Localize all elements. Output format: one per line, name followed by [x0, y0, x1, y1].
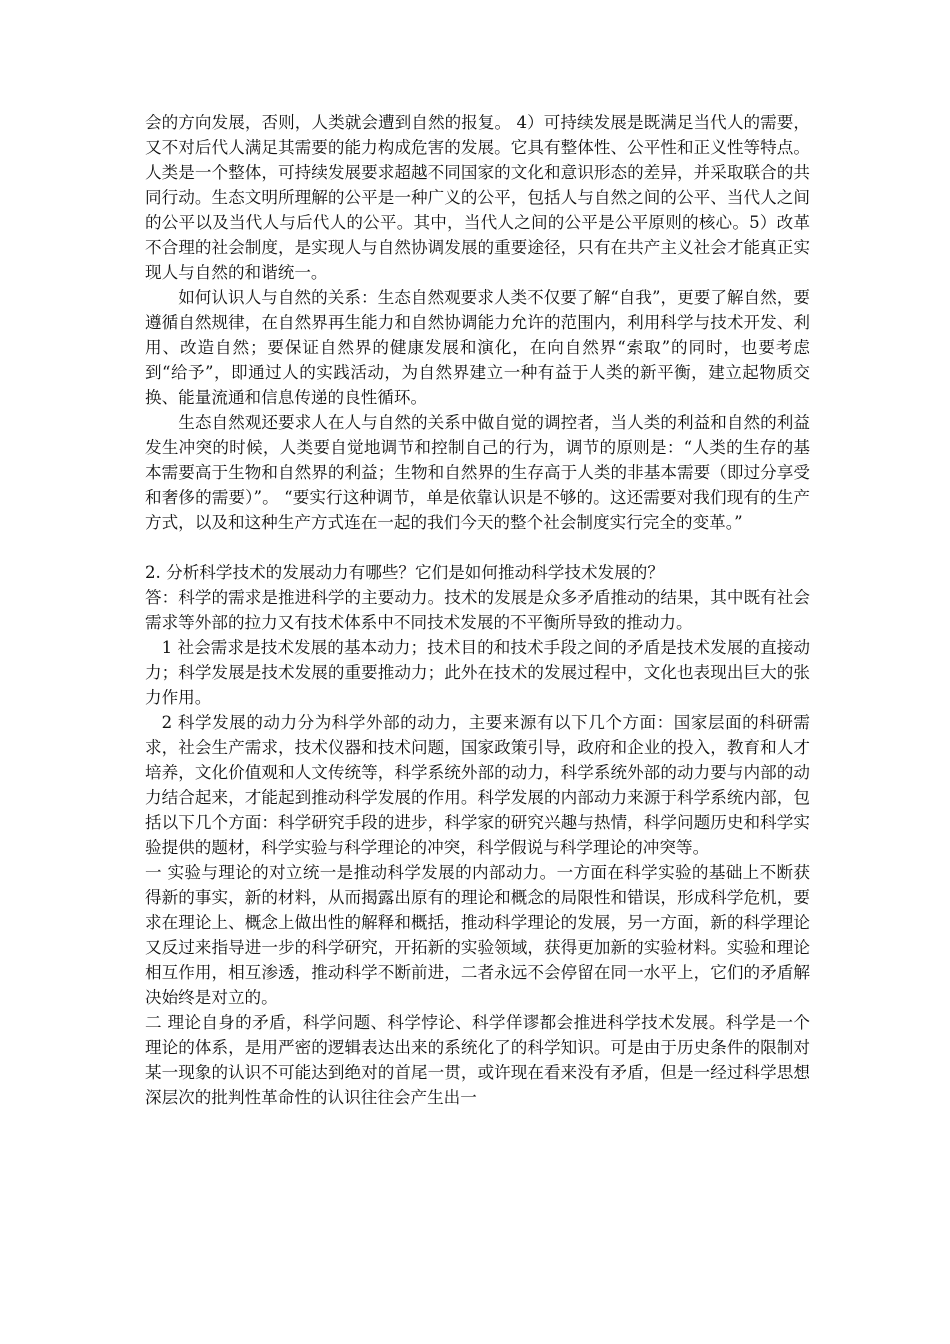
- paragraph-sustainable-development: 会的方向发展，否则，人类就会遭到自然的报复。 4）可持续发展是既满足当代人的需要，又不对后代人满足其需要的能力构成危害的发展。它具有整体性、公平性和正义性等特点。人类是一个整体，可持续发展要求超越不同国家的文化和意识形态的差异，并采取联合的共同行动。生态文明所理解的公平是一种广义的公平，包括人与自然之间的公平、当代人之间的公平以及当代人与后代人的公平。其中，当代人之间的公平是公平原则的核心。5）改革不合理的社会制度，是实现人与自然协调发展的重要途径，只有在共产主义社会才能真正实现人与自然的和谐统一。: [145, 113, 810, 282]
- section-two: 二 理论自身的矛盾，科学问题、科学悖论、科学佯谬都会推进科学技术发展。科学是一个理论的体系，是用严密的逻辑表达出来的系统化了的科学知识。可是由于历史条件的限制对某一现象的认识不可能达到绝对的首尾一贯，或许现在看来没有矛盾，但是一经过科学思想深层次的批判性革命性的认识往往会产生出一: [145, 1013, 810, 1107]
- section-one: 一 实验与理论的对立统一是推动科学发展的内部动力。一方面在科学实验的基础上不断获得新的事实，新的材料，从而揭露出原有的理论和概念的局限性和错误，形成科学危机，要求在理论上、概念上做出性的解释和概括，推动科学理论的发展，另一方面，新的科学理论又反过来指导进一步的科学研究，开拓新的实验领域，获得更加新的实验材料。实验和理论相互作用，相互渗透，推动科学不断前进，二者永远不会停留在同一水平上，它们的矛盾解决始终是对立的。: [145, 863, 810, 1007]
- answer-point-1: 1 社会需求是技术发展的基本动力；技术目的和技术手段之间的矛盾是技术发展的直接动力；科学发展是技术发展的重要推动力；此外在技术的发展过程中，文化也表现出巨大的张力作用。: [145, 638, 810, 707]
- document-body: [145, 110, 810, 1110]
- paragraph-ecological-view: 生态自然观还要求人在人与自然的关系中做自觉的调控者，当人类的利益和自然的利益发生冲突的时候，人类要自觉地调节和控制自己的行为，调节的原则是：“人类的生存的基本需要高于生物和自然界的利益；生物和自然界的生存高于人类的非基本需要（即过分享受和奢侈的需要）”。 “要实行这种调节，单是依靠认识是不够的。这还需要对我们现有的生产方式，以及和这种生产方式连在一起的我们今天的整个社会制度实行完全的变革。”: [145, 413, 810, 532]
- answer-intro: 答：科学的需求是推进科学的主要动力。技术的发展是众多矛盾推动的结果，其中既有社会需求等外部的拉力又有技术体系中不同技术发展的不平衡所导致的推动力。: [145, 588, 810, 632]
- question-heading: 2. 分析科学技术的发展动力有哪些？它们是如何推动科学技术发展的？: [145, 563, 664, 582]
- answer-point-2: 2 科学发展的动力分为科学外部的动力，主要来源有以下几个方面：国家层面的科研需求，社会生产需求，技术仪器和技术问题，国家政策引导，政府和企业的投入，教育和人才培养，文化价值观和人文传统等，科学系统外部的动力，科学系统外部的动力要与内部的动力结合起来，才能起到推动科学发展的作用。科学发展的内部动力来源于科学系统内部，包括以下几个方面：科学研究手段的进步，科学家的研究兴趣与热情，科学问题历史和科学实验提供的题材，科学实验与科学理论的冲突，科学假说与科学理论的冲突等。: [145, 713, 810, 857]
- paragraph-human-nature-relationship: 如何认识人与自然的关系：生态自然观要求人类不仅要了解“自我”，更要了解自然，要遵循自然规律，在自然界再生能力和自然协调能力允许的范围内，利用科学与技术开发、利用、改造自然；要保证自然界的健康发展和演化，在向自然界“索取”的同时，也要考虑到“给予”，即通过人的实践活动，为自然界建立一种有益于人类的新平衡，建立起物质交换、能量流通和信息传递的良性循环。: [145, 288, 810, 407]
- paragraph-spacer: [145, 535, 810, 560]
